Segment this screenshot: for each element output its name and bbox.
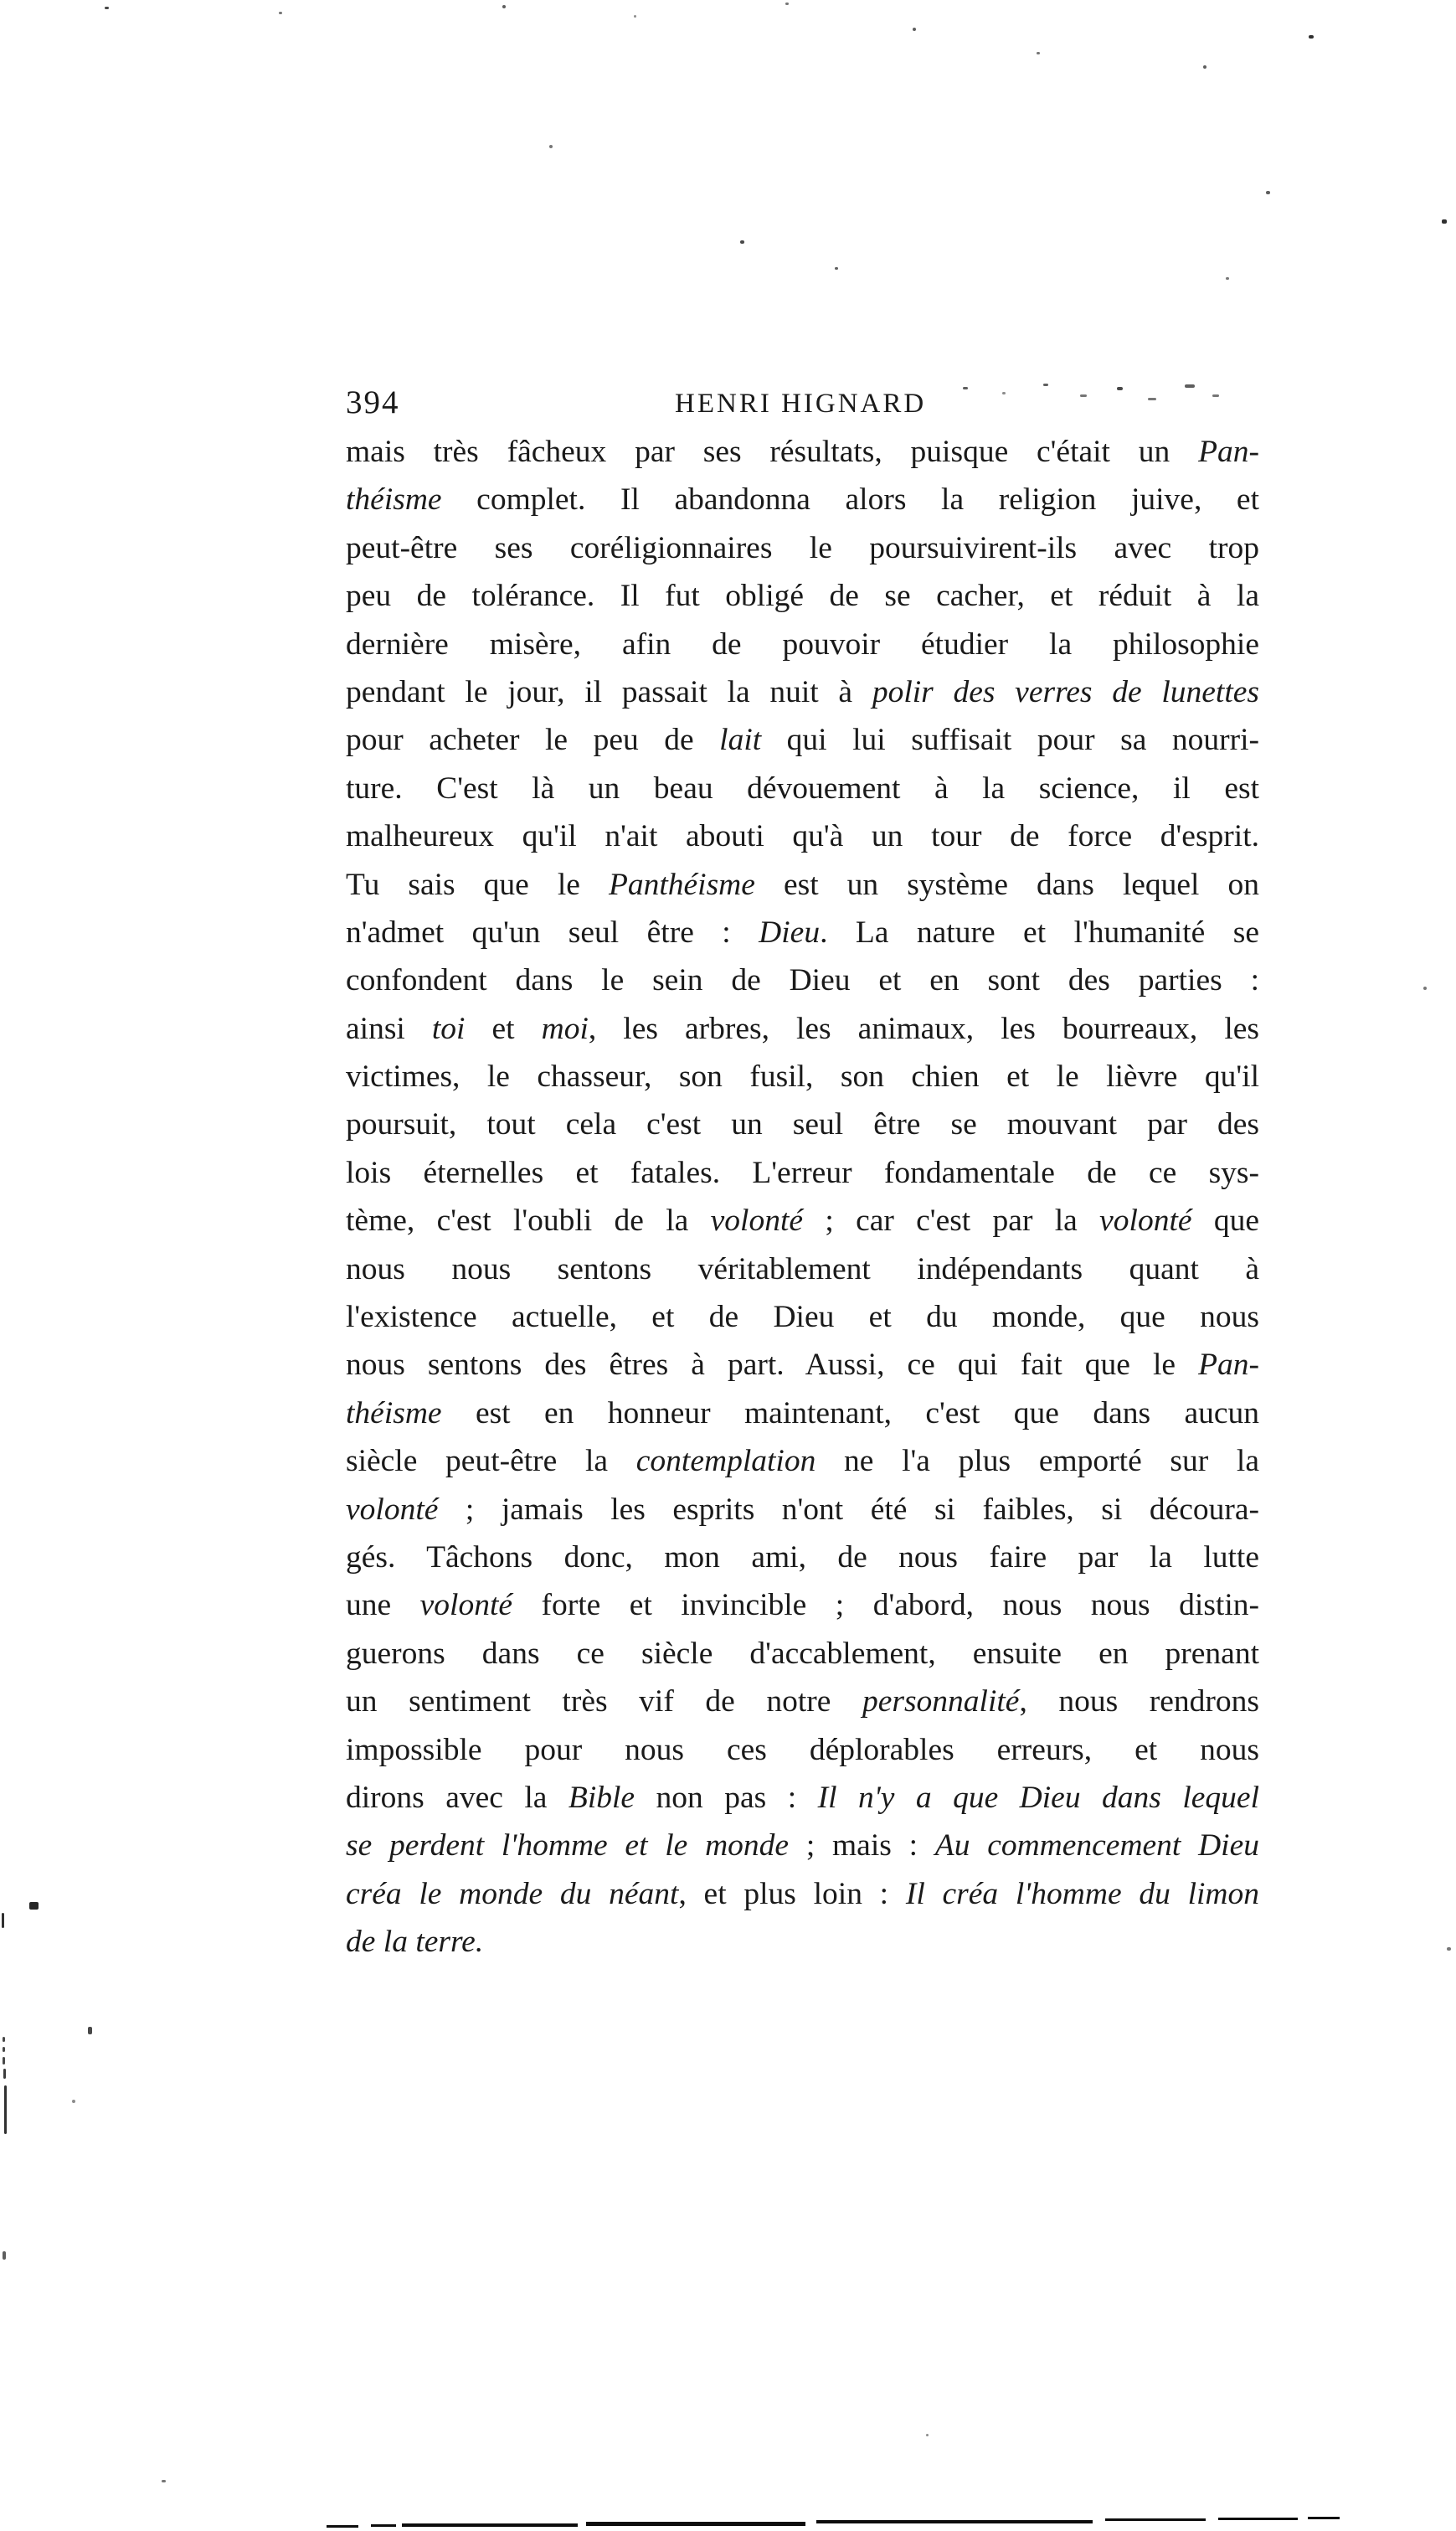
text-line (346, 812, 1259, 860)
italic-text-segment: Dieu (759, 915, 821, 950)
text-line (346, 1678, 1259, 1725)
text-line (346, 765, 1259, 812)
text-segment: victimes, le chasseur, son fusil, son chien et le lièvre qu'il (346, 1059, 1259, 1095)
italic-text-segment: volonté (419, 1588, 513, 1623)
scan-speck (162, 2480, 166, 2482)
scan-speck (88, 2027, 92, 2034)
text-segment: est en honneur maintenant, c'est que dans aucun (441, 1395, 1259, 1430)
page-text (346, 428, 1259, 1967)
text-segment: ; mais : (789, 1828, 935, 1863)
text-line (346, 1630, 1259, 1678)
italic-text-segment: volonté (710, 1204, 804, 1239)
page-edge-scan-line (1105, 2518, 1206, 2521)
text-line (346, 668, 1259, 716)
text-line (346, 956, 1259, 1004)
scan-speck (3, 2047, 5, 2052)
scan-speck (1037, 52, 1040, 54)
text-line (346, 1534, 1259, 1581)
scan-speck (3, 2251, 6, 2260)
text-segment: forte et invincible ; d'abord, nous nous distin- (512, 1588, 1259, 1623)
scan-speck (29, 1902, 39, 1910)
text-segment: ; jamais les esprits n'ont été si faibles, si découra- (438, 1492, 1259, 1527)
scan-speck (1423, 987, 1427, 990)
italic-text-segment: contemplation (635, 1444, 816, 1479)
running-title: HENRI HIGNARD (675, 389, 927, 419)
text-segment: tème, c'est l'oubli de la (346, 1204, 711, 1239)
text-segment: peu de tolérance. Il fut obligé de se cacher, et réduit à la (346, 579, 1259, 614)
scan-speck (963, 387, 968, 389)
text-line (346, 1197, 1259, 1245)
italic-text-segment: Pan- (1198, 435, 1259, 469)
scan-speck (1148, 398, 1156, 400)
text-segment: impossible pour nous ces déplorables erreurs, et nous (346, 1732, 1259, 1767)
text-segment: est un système dans lequel on (754, 867, 1259, 902)
text-segment: et (465, 1011, 542, 1046)
italic-text-segment: volonté (1099, 1204, 1192, 1239)
text-line (346, 1774, 1259, 1822)
text-line (346, 1870, 1259, 1918)
text-segment: une (346, 1588, 420, 1623)
text-line (346, 1005, 1259, 1053)
scan-speck (1117, 387, 1123, 390)
page-edge-scan-line (371, 2524, 396, 2527)
text-segment: complet. Il abandonna alors la religion juive, et (441, 482, 1259, 518)
text-segment: dernière misère, afin de pouvoir étudier la philosophie (346, 626, 1259, 662)
text-line (346, 1389, 1259, 1437)
text-line (346, 1726, 1259, 1774)
text-line (346, 1053, 1259, 1101)
scan-speck (3, 2037, 5, 2042)
page-edge-scan-line (1308, 2517, 1340, 2519)
scan-speck (1203, 65, 1206, 69)
text-segment: , les arbres, les animaux, les bourreaux, les (588, 1011, 1259, 1046)
text-segment: lois éternelles et fatales. L'erreur fondamentale de ce sys- (346, 1155, 1259, 1190)
text-segment: pendant le jour, il passait la nuit à (346, 674, 872, 709)
text-segment: mais très fâcheux par ses résultats, puisque c'était un (346, 435, 1199, 469)
scan-speck (2, 1913, 4, 1928)
scan-speck (1447, 1947, 1451, 1951)
page-edge-scan-line (586, 2522, 805, 2526)
scan-speck (3, 2069, 6, 2079)
text-segment: , et plus loin : (678, 1876, 906, 1911)
text-line (346, 909, 1259, 956)
text-segment: ne l'a plus emporté sur la (815, 1444, 1259, 1479)
italic-text-segment: Au commencement Dieu (934, 1828, 1259, 1863)
text-segment: n'admet qu'un seul être : (346, 915, 759, 950)
italic-text-segment: théisme (346, 1395, 442, 1430)
italic-text-segment: polir des verres de lunettes (872, 674, 1259, 709)
text-segment: Tu sais que le (346, 867, 609, 902)
text-line (346, 1918, 1259, 1966)
scan-speck (740, 240, 744, 244)
scan-speck (1185, 384, 1195, 388)
text-segment: que (1191, 1204, 1259, 1239)
scan-speck (913, 28, 916, 31)
italic-text-segment: volonté (346, 1492, 439, 1527)
scan-speck (1442, 219, 1447, 224)
text-line (346, 1149, 1259, 1197)
italic-text-segment: personnalité (862, 1684, 1020, 1719)
scan-speck (1226, 277, 1229, 280)
scan-speck (1266, 191, 1270, 194)
text-line (346, 524, 1259, 572)
text-segment: qui lui suffisait pour sa nourri- (761, 723, 1260, 758)
italic-text-segment: toi (431, 1011, 466, 1046)
text-segment: peut-être ses coréligionnaires le poursuivirent-ils avec trop (346, 530, 1259, 565)
text-line (346, 716, 1259, 764)
text-line (346, 1245, 1259, 1293)
text-line (346, 428, 1259, 476)
text-segment: siècle peut-être la (346, 1444, 636, 1479)
italic-text-segment: créa le monde du néant (346, 1876, 679, 1911)
italic-text-segment: Il n'y a que Dieu dans lequel (817, 1780, 1259, 1815)
text-line (346, 1101, 1259, 1148)
italic-text-segment: Bible (568, 1780, 635, 1815)
page-edge-scan-line (816, 2520, 1093, 2523)
italic-text-segment: lait (719, 723, 762, 758)
scan-speck (72, 2100, 75, 2103)
scan-speck (634, 15, 636, 18)
text-segment: nous nous sentons véritablement indépendants quant à (346, 1251, 1259, 1286)
scan-speck (105, 7, 109, 9)
text-line (346, 861, 1259, 909)
text-segment: un sentiment très vif de notre (346, 1684, 862, 1719)
text-line (346, 1581, 1259, 1629)
page-number: 394 (346, 384, 400, 420)
italic-text-segment: se perdent l'homme et le monde (346, 1828, 790, 1863)
italic-text-segment: de la terre. (346, 1925, 484, 1960)
scan-speck (926, 2434, 929, 2436)
italic-text-segment: Il créa l'homme du limon (905, 1876, 1259, 1911)
text-segment: ture. C'est là un beau dévouement à la science, il est (346, 771, 1259, 806)
scan-speck (1043, 384, 1048, 386)
text-line (346, 1341, 1259, 1389)
italic-text-segment: théisme (346, 482, 442, 518)
text-segment: non pas : (635, 1780, 818, 1815)
page-edge-scan-line (327, 2525, 358, 2528)
text-line (346, 1822, 1259, 1869)
scan-speck (785, 3, 789, 5)
italic-text-segment: Panthéisme (608, 867, 755, 902)
text-segment: , nous rendrons (1019, 1684, 1259, 1719)
text-segment: guerons dans ce siècle d'accablement, ensuite en prenant (346, 1636, 1259, 1671)
scan-speck (1212, 394, 1219, 397)
text-segment: l'existence actuelle, et de Dieu et du monde, que nous (346, 1300, 1259, 1335)
text-segment: poursuit, tout cela c'est un seul être se mouvant par des (346, 1107, 1259, 1142)
text-line (346, 621, 1259, 668)
text-line (346, 1486, 1259, 1534)
text-segment: ; car c'est par la (803, 1204, 1100, 1239)
italic-text-segment: Pan- (1198, 1348, 1259, 1383)
scan-speck (3, 2057, 5, 2064)
text-line (346, 476, 1259, 523)
scan-speck (549, 145, 553, 148)
text-segment: dirons avec la (346, 1780, 569, 1815)
page-edge-scan-line (1218, 2518, 1298, 2520)
text-line (346, 1293, 1259, 1341)
italic-text-segment: moi (541, 1011, 589, 1046)
text-segment: . La nature et l'humanité se (820, 915, 1259, 950)
text-segment: nous sentons des êtres à part. Aussi, ce qui fait que le (346, 1348, 1199, 1383)
scan-speck (1002, 392, 1006, 394)
scan-speck (1080, 394, 1087, 397)
scan-speck (835, 267, 838, 270)
text-segment: confondent dans le sein de Dieu et en sont des parties : (346, 963, 1259, 998)
text-line (346, 572, 1259, 620)
text-segment: malheureux qu'il n'ait abouti qu'à un tour de force d'esprit. (346, 819, 1259, 854)
scan-speck (279, 12, 282, 14)
page-edge-scan-line (402, 2523, 578, 2527)
text-line (346, 1437, 1259, 1485)
scan-speck (1309, 35, 1314, 39)
text-segment: ainsi (346, 1011, 432, 1046)
text-segment: pour acheter le peu de (346, 723, 720, 758)
scan-speck (4, 2085, 7, 2134)
text-segment: gés. Tâchons donc, mon ami, de nous faire par la lutte (346, 1539, 1259, 1575)
scan-speck (502, 5, 506, 8)
